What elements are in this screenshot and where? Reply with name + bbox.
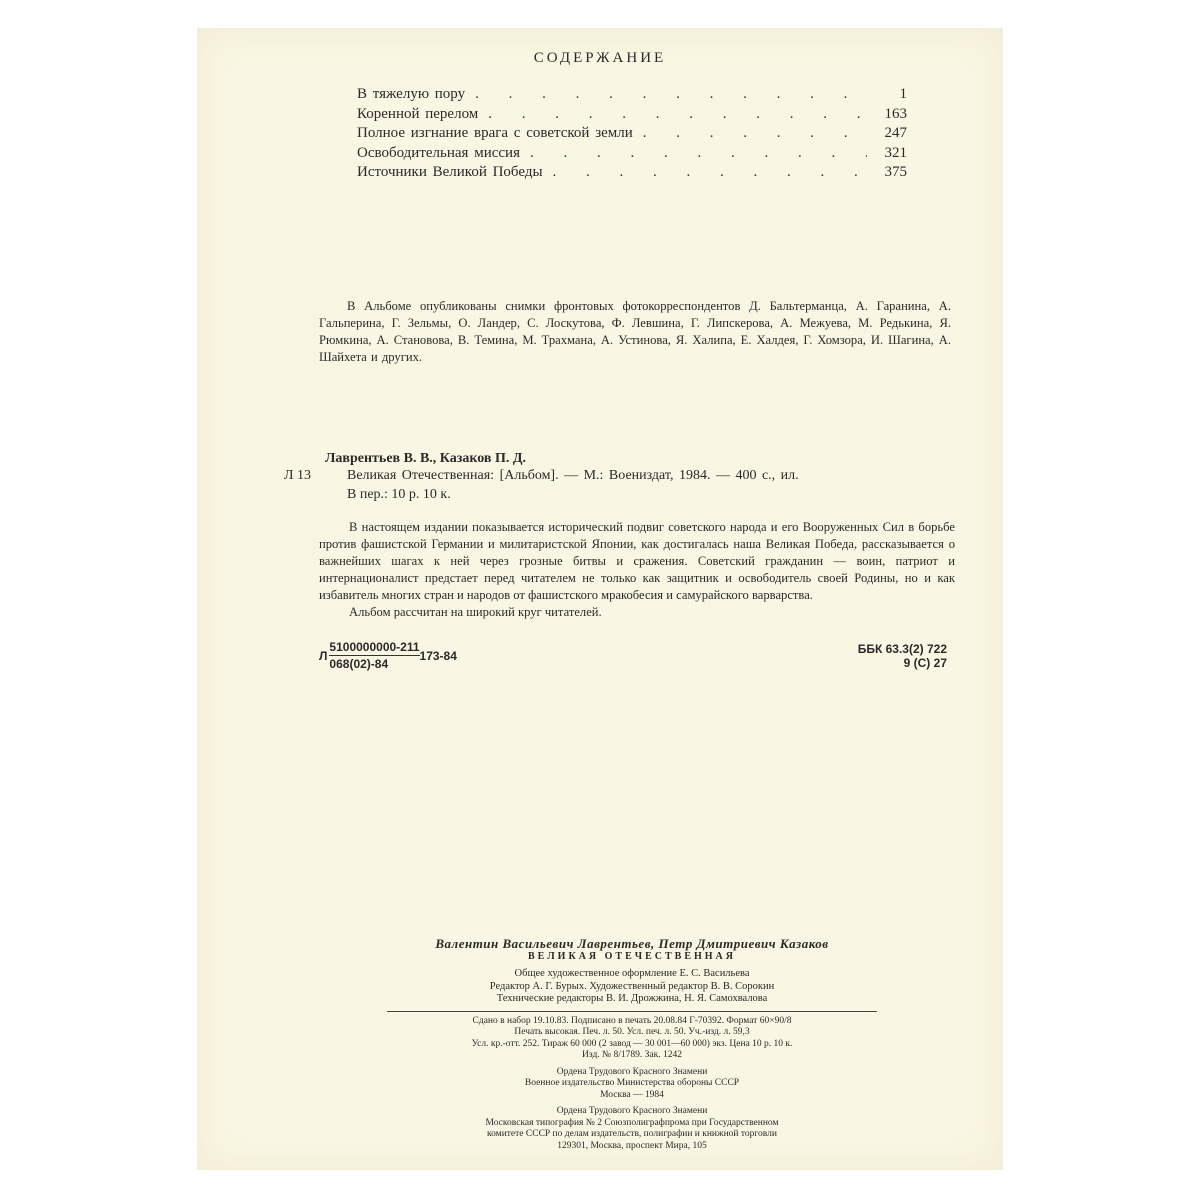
toc-entry xyxy=(357,145,907,165)
toc-entry-title: В тяжелую пору xyxy=(357,86,466,102)
toc-entry-title: Полное изгнание врага с советской земли xyxy=(357,125,633,141)
toc-entry xyxy=(357,106,907,126)
toc-entry-page: 247 xyxy=(884,125,907,141)
toc-entry-page: 163 xyxy=(884,105,907,122)
isbn-prefix: Л xyxy=(319,648,328,663)
bbk-line: ББК 63.3(2) 722 xyxy=(857,642,947,656)
isbn-numerator: 5100000000-211 xyxy=(329,640,420,654)
toc-leader xyxy=(633,125,867,142)
toc-entry-page: 375 xyxy=(884,164,907,180)
printer-line: Ордена Трудового Красного Знамени xyxy=(556,1106,708,1116)
colophon-credit: Редактор А. Г. Бурых. Художественный редактор В. В. Сорокин xyxy=(489,980,775,992)
catalog-authors: Лаврентьев В. В., Казаков П. Д. xyxy=(325,451,526,466)
publisher-line: Военное издательство Министерства обороны СССР xyxy=(524,1078,740,1088)
toc-entry-title: Освободительная миссия xyxy=(357,144,520,161)
publisher-line: Москва — 1984 xyxy=(600,1089,664,1100)
toc-leader xyxy=(478,106,867,123)
toc-entry xyxy=(357,86,907,106)
isbn-index xyxy=(319,640,457,671)
catalog-bibliography: Великая Отечественная: [Альбом]. — М.: Воениздат, 1984. — 400 с., ил. xyxy=(347,468,799,483)
print-info-line: Сдано в набор 19.10.83. Подписано в печать 20.08.84 Г-70392. Формат 60×90/8 xyxy=(472,1015,792,1026)
colophon-book-title: ВЕЛИКАЯ ОТЕЧЕСТВЕННАЯ xyxy=(528,950,736,962)
colophon-authors: Валентин Васильевич Лаврентьев, Петр Дмитриевич Казаков xyxy=(435,936,829,951)
print-info-line: Изд. № 8/1789. Зак. 1242 xyxy=(582,1050,682,1060)
publisher-line: Ордена Трудового Красного Знамени xyxy=(556,1066,708,1077)
isbn-denominator: 068(02)-84 xyxy=(329,657,389,671)
isbn-fraction xyxy=(329,640,419,671)
print-info-line: Усл. кр.-отт. 252. Тираж 60 000 (2 завод — 30 001—60 000) экз. Цена 10 р. 10 к. xyxy=(471,1038,793,1049)
colophon-credit: Технические редакторы В. И. Дрожжина, Н. Я. Самохвалова xyxy=(496,993,768,1004)
catalog-price: В пер.: 10 р. 10 к. xyxy=(347,487,451,502)
annotation xyxy=(319,519,955,621)
toc-leader xyxy=(543,164,867,181)
photographers-note: В Альбоме опубликованы снимки фронтовых фотокорреспондентов Д. Бальтерманца, А. Гаранина, А. Гальперина, Г. Зельмы, О. Ландер, С. Лоскутова, Ф. Левшина, Г. Липскерова, А. Межуева, М. Редькина, Я. Рюмкина, А. Становова, В. Темина, М. Трахмана, А. Устинова, Я. Халипа, Е. Халдея, Г. Хомзора, И. Шагина, А. Шайхета и других. xyxy=(319,299,951,364)
toc-leader xyxy=(465,86,867,103)
colophon-divider xyxy=(387,1011,877,1012)
toc-entry xyxy=(357,125,907,145)
catalog-code: Л 13 xyxy=(284,468,311,483)
colophon-credit: Общее художественное оформление Е. С. Васильева xyxy=(514,968,750,979)
contents-heading: СОДЕРЖАНИЕ xyxy=(533,50,667,66)
toc-entry-title: Коренной перелом xyxy=(357,105,479,122)
printer-line: 129301, Москва, проспект Мира, 105 xyxy=(557,1140,707,1151)
print-info-line: Печать высокая. Печ. л. 50. Усл. печ. л. 50. Уч.-изд. л. 59,3 xyxy=(514,1027,750,1037)
toc-entry-page: 321 xyxy=(884,144,907,161)
printer-line: комитете СССР по делам издательств, полиграфии и книжной торговли xyxy=(486,1129,777,1139)
toc-leader xyxy=(520,145,867,162)
toc-entry xyxy=(357,164,907,184)
bbk-line: 9 (С) 27 xyxy=(903,656,947,670)
printer-line: Московская типография № 2 Союзполиграфпрома при Государственном xyxy=(485,1117,779,1128)
toc-entry-title: Источники Великой Победы xyxy=(357,164,543,180)
bbk-index xyxy=(847,642,947,670)
toc-entry-page: 1 xyxy=(899,86,907,102)
isbn-suffix: 173-84 xyxy=(419,648,457,663)
table-of-contents xyxy=(357,86,907,184)
annotation-paragraph: В настоящем издании показывается исторический подвиг советского народа и его Вооруженных Сил в борьбе против фашистской Германии и милитаристской Японии, как достигалась наша Великая Победа, рассказывается о важнейших шагах к ней через грозные битвы и сражения. Советский гражданин — воин, патриот и интернационалист предстает перед читателем не только как защитник и освободитель своей Родины, но и как избавитель многих стран и народов от фашистского мракобесия и самурайского варварства. xyxy=(319,520,955,602)
colophon xyxy=(347,938,917,1152)
annotation-paragraph: Альбом рассчитан на широкий круг читателей. xyxy=(349,605,602,619)
document-page xyxy=(197,28,1003,1170)
